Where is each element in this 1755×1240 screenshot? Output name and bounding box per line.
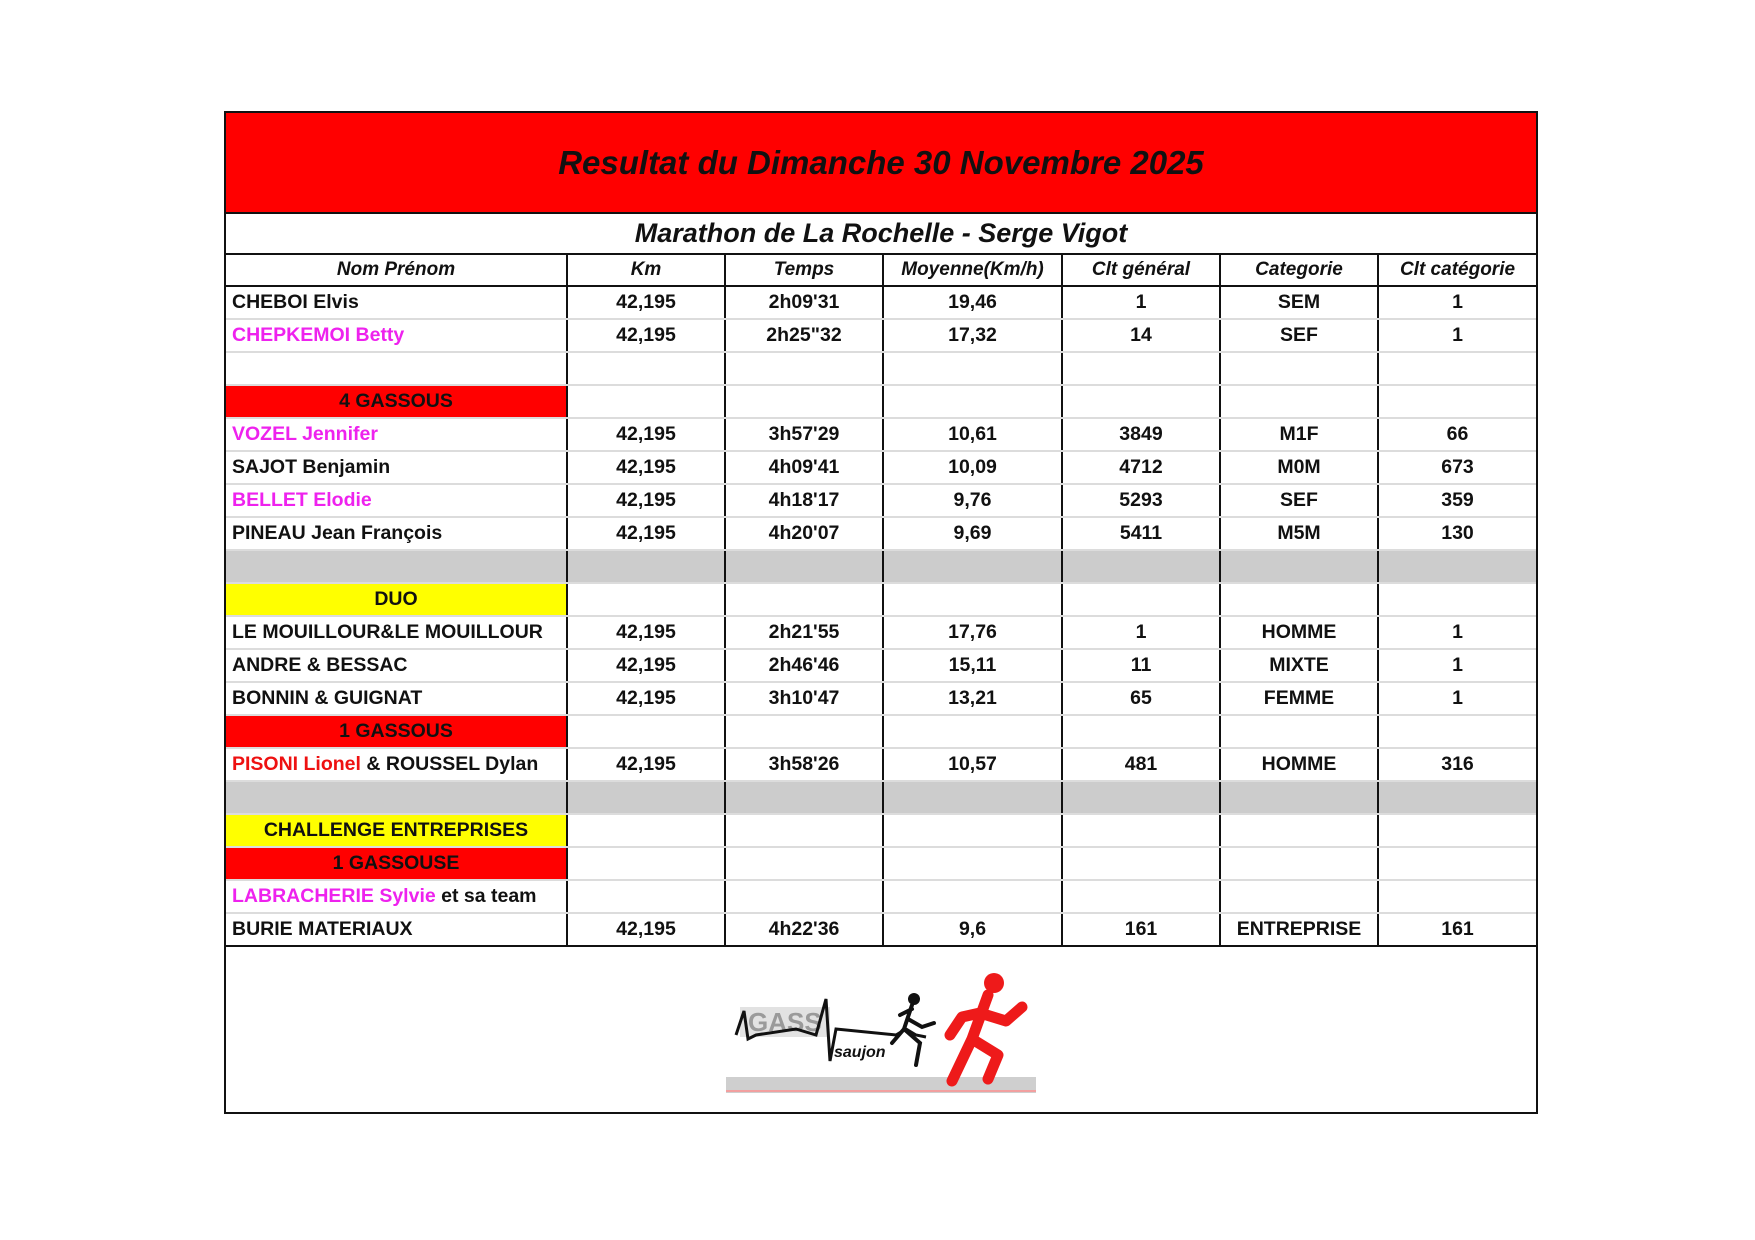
- cell-clt-general: 65: [1062, 682, 1220, 715]
- separator-row: [226, 781, 1536, 814]
- cell-km: 42,195: [567, 616, 725, 649]
- cell-categorie: M0M: [1220, 451, 1378, 484]
- table-row: [226, 682, 1536, 715]
- cell-clt-categorie: 673: [1378, 451, 1536, 484]
- col-header-name: Nom Prénom: [226, 255, 567, 286]
- table-row: [226, 319, 1536, 352]
- cell-clt-general: 481: [1062, 748, 1220, 781]
- cell-clt-general: 11: [1062, 649, 1220, 682]
- cell-categorie: M5M: [1220, 517, 1378, 550]
- page-title: Resultat du Dimanche 30 Novembre 2025: [558, 143, 1204, 181]
- name-rest: & ROUSSEL Dylan: [360, 753, 539, 775]
- results-sheet: [224, 111, 1538, 1114]
- cell-km: 42,195: [567, 748, 725, 781]
- section-row: [226, 814, 1536, 847]
- cell-km: 42,195: [567, 649, 725, 682]
- cell-name: CHEPKEMOI Betty: [226, 319, 567, 352]
- cell-km: 42,195: [567, 517, 725, 550]
- title-band: [226, 113, 1536, 214]
- section-label-4-gassous: 4 GASSOUS: [226, 385, 567, 418]
- section-row: [226, 583, 1536, 616]
- cell-moyenne: 13,21: [883, 682, 1062, 715]
- cell-clt-categorie: 1: [1378, 319, 1536, 352]
- col-header-categorie: Categorie: [1220, 255, 1378, 286]
- col-header-moyenne: Moyenne(Km/h): [883, 255, 1062, 286]
- col-header-km: Km: [567, 255, 725, 286]
- cell-categorie: SEF: [1220, 484, 1378, 517]
- cell-moyenne: 17,32: [883, 319, 1062, 352]
- cell-moyenne: 9,76: [883, 484, 1062, 517]
- table-row: [226, 418, 1536, 451]
- cell-clt-categorie: 1: [1378, 682, 1536, 715]
- section-row: [226, 715, 1536, 748]
- cell-categorie: HOMME: [1220, 616, 1378, 649]
- cell-clt-categorie: 1: [1378, 616, 1536, 649]
- separator-row: [226, 550, 1536, 583]
- cell-moyenne: 15,11: [883, 649, 1062, 682]
- cell-clt-categorie: 130: [1378, 517, 1536, 550]
- table-header-row: [226, 255, 1536, 286]
- logo-text-gass: GASS: [748, 1007, 822, 1037]
- col-header-clt-categorie: Clt catégorie: [1378, 255, 1536, 286]
- cell-categorie: M1F: [1220, 418, 1378, 451]
- cell-clt-general: 1: [1062, 616, 1220, 649]
- cell-name: BURIE MATERIAUX: [226, 913, 567, 946]
- cell-clt-general: 1: [1062, 286, 1220, 319]
- cell-clt-general: 14: [1062, 319, 1220, 352]
- table-row: [226, 913, 1536, 946]
- cell-name: [226, 880, 567, 913]
- cell-clt-general: 161: [1062, 913, 1220, 946]
- cell-clt-categorie: 316: [1378, 748, 1536, 781]
- cell-name: BELLET Elodie: [226, 484, 567, 517]
- section-row: [226, 385, 1536, 418]
- cell-clt-categorie: 1: [1378, 286, 1536, 319]
- cell-km: 42,195: [567, 286, 725, 319]
- cell-temps: 4h22'36: [725, 913, 883, 946]
- table-row: [226, 286, 1536, 319]
- cell-temps: 2h09'31: [725, 286, 883, 319]
- cell-moyenne: 17,76: [883, 616, 1062, 649]
- col-header-temps: Temps: [725, 255, 883, 286]
- table-row: [226, 484, 1536, 517]
- footer: [226, 947, 1536, 1112]
- section-row: [226, 847, 1536, 880]
- cell-categorie: SEM: [1220, 286, 1378, 319]
- cell-name: SAJOT Benjamin: [226, 451, 567, 484]
- cell-categorie: ENTREPRISE: [1220, 913, 1378, 946]
- cell-categorie: HOMME: [1220, 748, 1378, 781]
- section-label-duo: DUO: [226, 583, 567, 616]
- name-highlight: PISONI Lionel: [232, 753, 361, 775]
- cell-km: 42,195: [567, 682, 725, 715]
- cell-clt-categorie: 161: [1378, 913, 1536, 946]
- cell-categorie: MIXTE: [1220, 649, 1378, 682]
- cell-km: 42,195: [567, 484, 725, 517]
- cell-temps: 2h46'46: [725, 649, 883, 682]
- cell-moyenne: 9,69: [883, 517, 1062, 550]
- cell-km: 42,195: [567, 319, 725, 352]
- cell-temps: 3h57'29: [725, 418, 883, 451]
- cell-clt-general: 5411: [1062, 517, 1220, 550]
- name-rest: et sa team: [435, 885, 537, 907]
- table-row: [226, 748, 1536, 781]
- cell-moyenne: 9,6: [883, 913, 1062, 946]
- cell-name: VOZEL Jennifer: [226, 418, 567, 451]
- cell-clt-general: 5293: [1062, 484, 1220, 517]
- section-label-challenge-entreprises: CHALLENGE ENTREPRISES: [226, 814, 567, 847]
- col-header-clt-general: Clt général: [1062, 255, 1220, 286]
- cell-temps: 2h25"32: [725, 319, 883, 352]
- logo-text-saujon: saujon: [834, 1044, 886, 1061]
- cell-clt-general: 4712: [1062, 451, 1220, 484]
- section-label-1-gassous: 1 GASSOUS: [226, 715, 567, 748]
- table-row: [226, 880, 1536, 913]
- subtitle-band: [226, 214, 1536, 255]
- cell-categorie: FEMME: [1220, 682, 1378, 715]
- cell-moyenne: 10,09: [883, 451, 1062, 484]
- cell-km: 42,195: [567, 451, 725, 484]
- cell-name: PINEAU Jean François: [226, 517, 567, 550]
- cell-clt-general: 3849: [1062, 418, 1220, 451]
- race-name: Marathon de La Rochelle - Serge Vigot: [634, 218, 1128, 248]
- cell-km: 42,195: [567, 913, 725, 946]
- cell-clt-categorie: 66: [1378, 418, 1536, 451]
- cell-clt-categorie: 1: [1378, 649, 1536, 682]
- cell-km: 42,195: [567, 418, 725, 451]
- cell-categorie: SEF: [1220, 319, 1378, 352]
- table-row: [226, 451, 1536, 484]
- empty-row: [226, 352, 1536, 385]
- cell-name: [226, 748, 567, 781]
- cell-moyenne: 10,61: [883, 418, 1062, 451]
- cell-name: LE MOUILLOUR&LE MOUILLOUR: [226, 616, 567, 649]
- results-table: [226, 255, 1536, 947]
- cell-temps: 4h09'41: [725, 451, 883, 484]
- cell-temps: 3h58'26: [725, 748, 883, 781]
- cell-moyenne: 19,46: [883, 286, 1062, 319]
- cell-temps: 4h20'07: [725, 517, 883, 550]
- runner-logo-icon: [726, 969, 1036, 1095]
- section-label-1-gassouse: 1 GASSOUSE: [226, 847, 567, 880]
- cell-temps: 2h21'55: [725, 616, 883, 649]
- cell-temps: 3h10'47: [725, 682, 883, 715]
- cell-temps: 4h18'17: [725, 484, 883, 517]
- cell-moyenne: 10,57: [883, 748, 1062, 781]
- table-row: [226, 649, 1536, 682]
- cell-name: BONNIN & GUIGNAT: [226, 682, 567, 715]
- cell-clt-categorie: 359: [1378, 484, 1536, 517]
- table-row: [226, 616, 1536, 649]
- name-highlight: LABRACHERIE Sylvie: [232, 885, 436, 907]
- cell-name: CHEBOI Elvis: [226, 286, 567, 319]
- table-row: [226, 517, 1536, 550]
- cell-name: ANDRE & BESSAC: [226, 649, 567, 682]
